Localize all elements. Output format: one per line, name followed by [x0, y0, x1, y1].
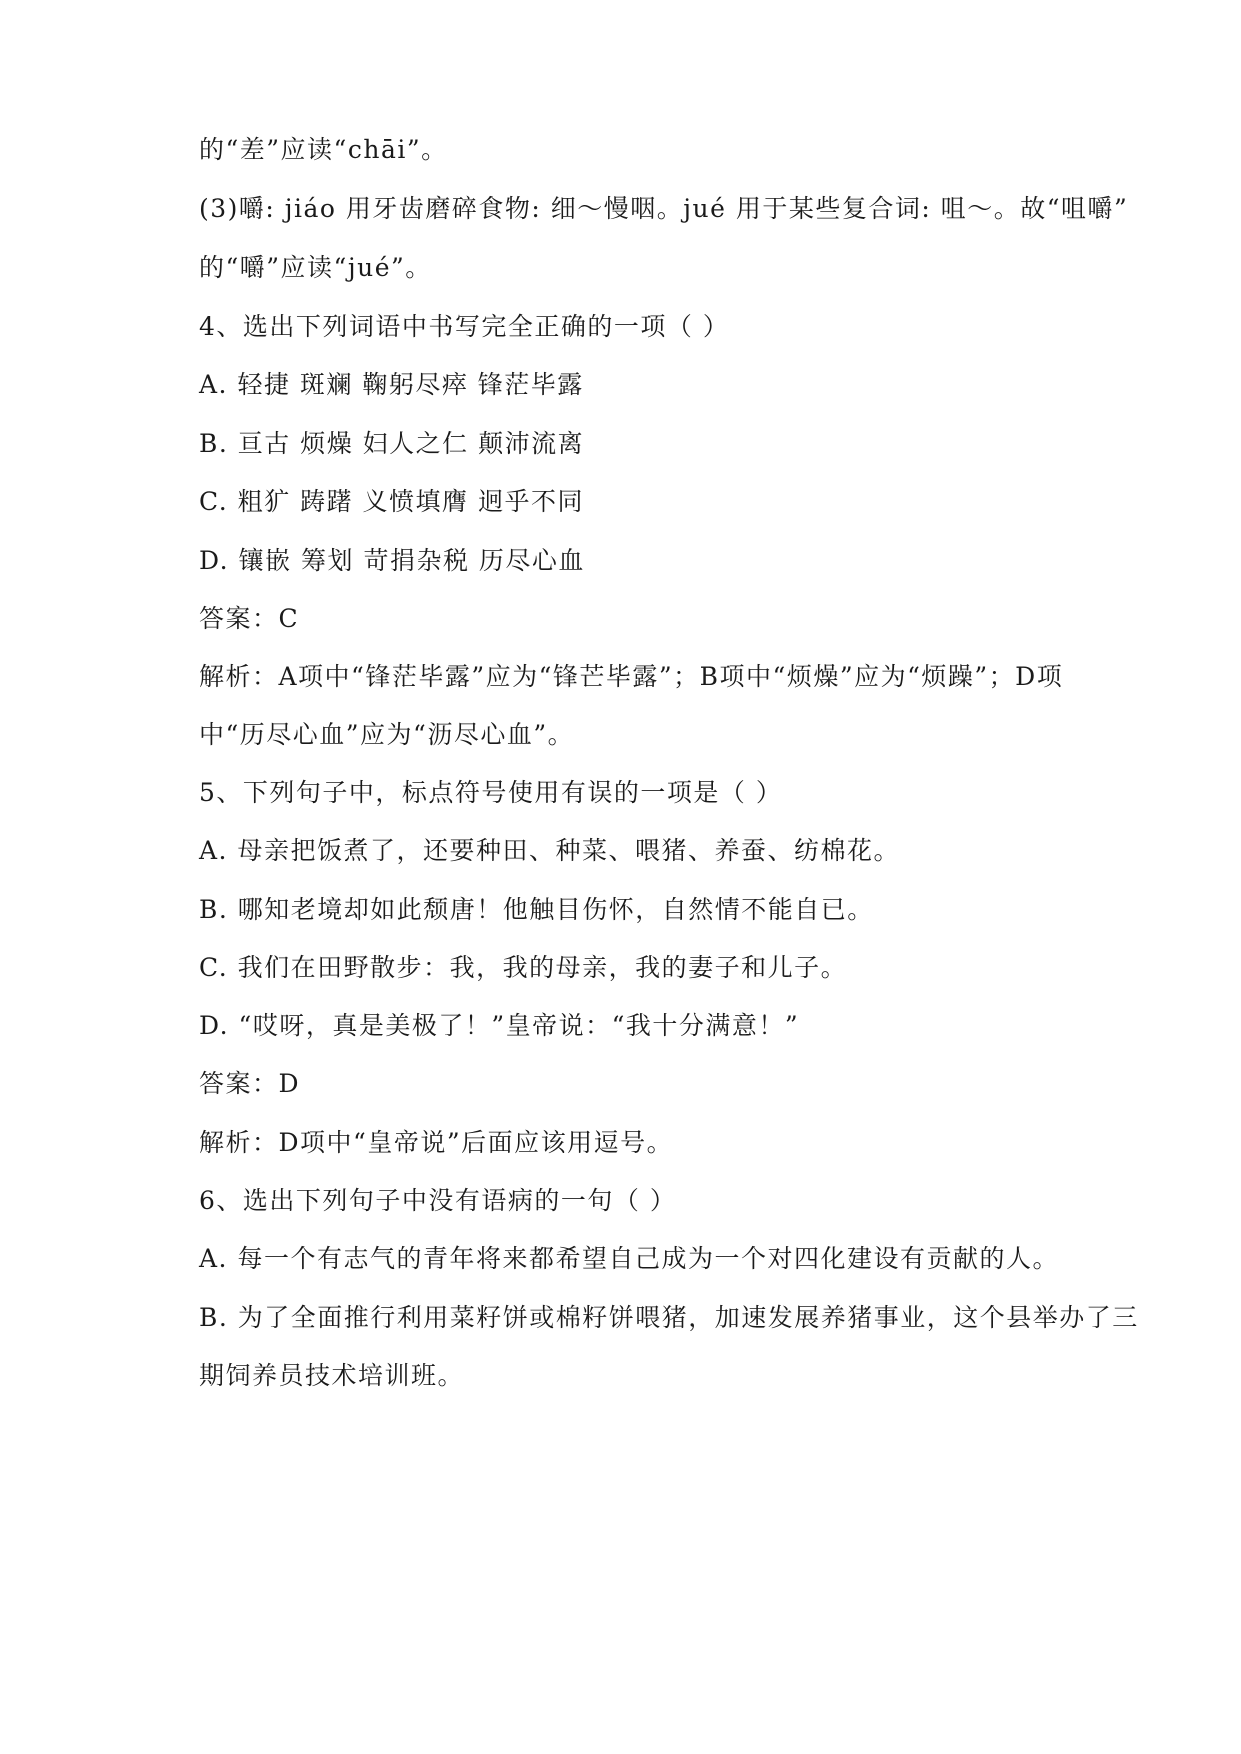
- question-5-analysis: 解析：D项中“皇帝说”后面应该用逗号。: [199, 1128, 674, 1157]
- question-5-option-a: A. 母亲把饭煮了，还要种田、种菜、喂猪、养蚕、纺棉花。: [199, 836, 900, 865]
- explanation-line-jue: 的“嚼”应读“jué”。: [199, 253, 432, 282]
- question-6-stem: 6、选出下列句子中没有语病的一句（ ）: [199, 1186, 677, 1215]
- question-4-option-b: B. 亘古 烦燥 妇人之仁 颠沛流离: [199, 429, 585, 458]
- question-5-answer: 答案：D: [199, 1069, 301, 1098]
- explanation-line-chai: 的“差”应读“chāi”。: [199, 135, 448, 164]
- question-6-option-a: A. 每一个有志气的青年将来都希望自己成为一个对四化建设有贡献的人。: [199, 1244, 1059, 1273]
- question-5-option-b: B. 哪知老境却如此颓唐！他触目伤怀，自然情不能自已。: [199, 895, 874, 924]
- question-4-option-c: C. 粗犷 踌躇 义愤填膺 迥乎不同: [199, 487, 584, 516]
- question-6-option-b-line-1: B. 为了全面推行利用菜籽饼或棉籽饼喂猪，加速发展养猪事业，这个县举办了三: [199, 1303, 1139, 1332]
- question-4-option-d: D. 镶嵌 筹划 苛捐杂税 历尽心血: [199, 546, 585, 575]
- question-6-option-b-line-2: 期饲养员技术培训班。: [199, 1361, 465, 1390]
- question-5-stem: 5、下列句子中，标点符号使用有误的一项是（ ）: [199, 778, 783, 807]
- question-4-option-a: A. 轻捷 斑斓 鞠躬尽瘁 锋茫毕露: [199, 370, 584, 399]
- question-5-option-d: D. “哎呀，真是美极了！”皇帝说：“我十分满意！”: [199, 1011, 800, 1040]
- question-4-analysis-line-2: 中“历尽心血”应为“沥尽心血”。: [199, 720, 575, 749]
- question-4-analysis-line-1: 解析：A项中“锋茫毕露”应为“锋芒毕露”；B项中“烦燥”应为“烦躁”；D项: [199, 662, 1064, 691]
- question-4-answer: 答案：C: [199, 604, 300, 633]
- explanation-line-jiao: (3)嚼: jiáo 用牙齿磨碎食物: 细～慢咽。jué 用于某些复合词: 咀～。故“咀嚼”: [199, 194, 1129, 223]
- question-4-stem: 4、选出下列词语中书写完全正确的一项（ ）: [199, 312, 730, 341]
- question-5-option-c: C. 我们在田野散步：我，我的母亲，我的妻子和儿子。: [199, 953, 848, 982]
